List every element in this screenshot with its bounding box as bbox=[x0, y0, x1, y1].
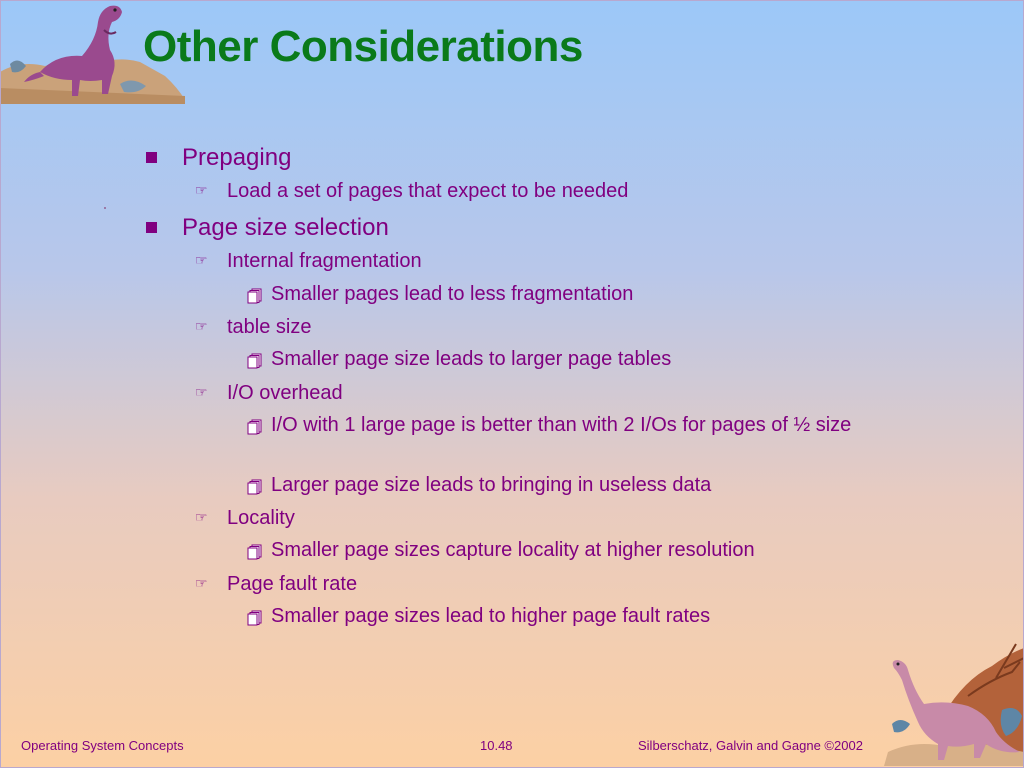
slide-title: Other Considerations bbox=[143, 22, 583, 71]
bullet-level3: Smaller page size leads to larger page tables bbox=[271, 348, 672, 370]
pointing-hand-icon: ☞ bbox=[195, 318, 208, 334]
stacked-pages-icon bbox=[247, 610, 263, 626]
stacked-pages-icon bbox=[247, 353, 263, 369]
bullet-level1: Prepaging bbox=[182, 144, 292, 171]
stacked-pages-icon bbox=[247, 544, 263, 560]
pointing-hand-icon: ☞ bbox=[195, 252, 208, 268]
footer-copyright: Silberschatz, Galvin and Gagne ©2002 bbox=[638, 738, 863, 753]
stacked-pages-icon bbox=[247, 419, 263, 435]
bullet-level3: Smaller page sizes lead to higher page fault rates bbox=[271, 605, 711, 627]
filled-square-icon bbox=[146, 222, 157, 233]
filled-square-icon bbox=[146, 152, 157, 163]
bullet-level3: Larger page size leads to bringing in useless data bbox=[271, 474, 712, 496]
stacked-pages-icon bbox=[247, 288, 263, 304]
bullet-level3: Smaller pages lead to less fragmentation bbox=[271, 283, 634, 305]
dinosaur-illustration-bottom bbox=[884, 640, 1024, 766]
footer-course-title: Operating System Concepts bbox=[21, 738, 184, 753]
bullet-level2: table size bbox=[227, 316, 312, 338]
stacked-pages-icon bbox=[247, 479, 263, 495]
bullet-level3: Smaller page sizes capture locality at higher resolution bbox=[271, 539, 755, 561]
pointing-hand-icon: ☞ bbox=[195, 182, 208, 198]
bullet-level2: Locality bbox=[227, 507, 295, 529]
bullet-level1: Page size selection bbox=[182, 214, 389, 241]
bullet-level2: Internal fragmentation bbox=[227, 250, 422, 272]
footer-page-number: 10.48 bbox=[480, 738, 513, 753]
bullet-level2: Page fault rate bbox=[227, 573, 358, 595]
bullet-level3: I/O with 1 large page is better than with 2 I/Os for pages of ½ size bbox=[271, 414, 852, 436]
pointing-hand-icon: ☞ bbox=[195, 509, 208, 525]
pointing-hand-icon: ☞ bbox=[195, 575, 208, 591]
pointing-hand-icon: ☞ bbox=[195, 384, 208, 400]
bullet-level2: I/O overhead bbox=[227, 382, 343, 404]
bullet-level2: Load a set of pages that expect to be needed bbox=[227, 180, 629, 202]
